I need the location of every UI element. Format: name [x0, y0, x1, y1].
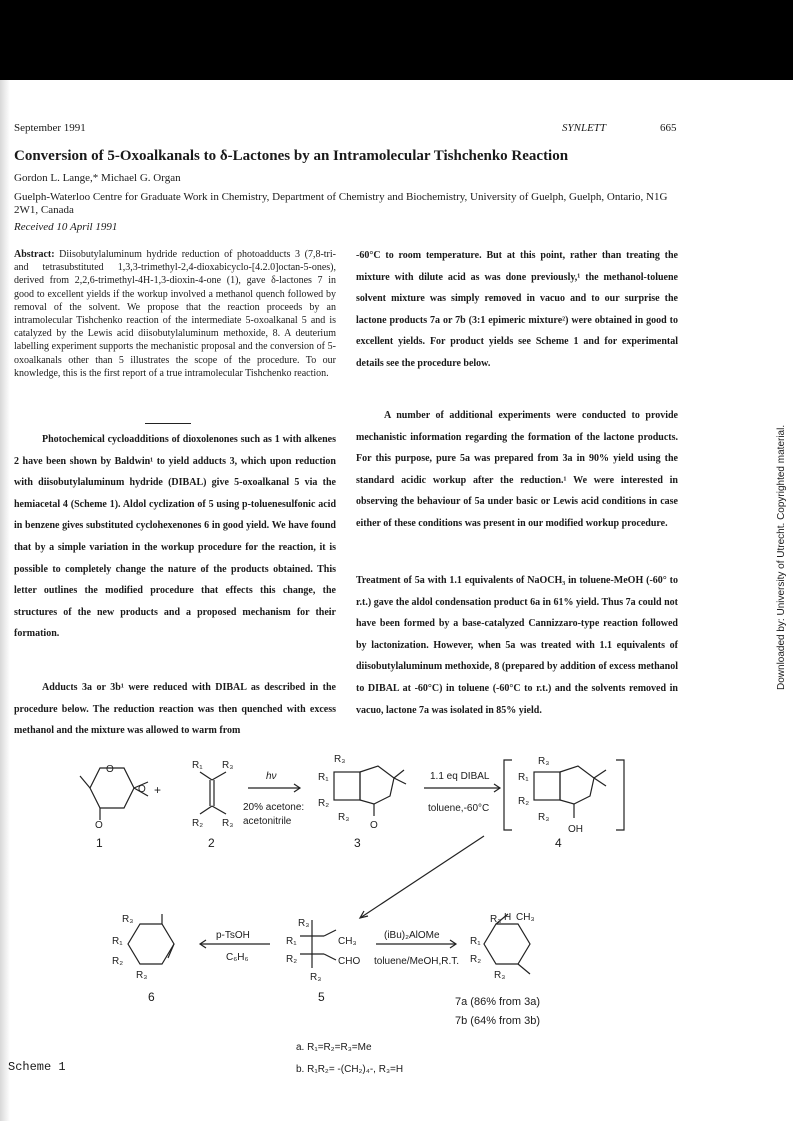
received-date: Received 10 April 1991 — [14, 221, 118, 233]
arrow-2-reagent: 1.1 eq DIBAL — [430, 771, 490, 782]
abstract-text: Diisobutylaluminum hydride reduction of photoadducts 3 (7,8-tri- and tetrasubstituted 1,3,3-trimethyl-2,4-dioxabicyclo-[4.2.0]octan-5-ones), derived from 2,2,6-trimethyl-4H-1,3-dioxin-4-one (1), gave δ-lactones 7 in good to excellent yields if the workup involved a methanol quench followed by removal of the solvent. We propose that the reaction proceeds by an intramolecular Tishchenko reaction of the intermediate 5-oxoalkanal 5 and is catalyzed by the Lewis acid diisobutylaluminum methoxide, 8. A deuterium labelling experiment supports the mechanistic proposal and the conversion of 5-oxoalkanals other than 5 illustrates the scope of the procedure. To our knowledge, this is the first report of a true intramolecular Tishchenko reaction. — [14, 249, 336, 379]
svg-text:R₃: R₃ — [136, 970, 148, 981]
scheme-label: Scheme 1 — [8, 1060, 66, 1074]
compound-label-5: 5 — [318, 990, 325, 1004]
abstract-label: Abstract: — [14, 249, 55, 260]
svg-text:R₂: R₂ — [286, 954, 298, 965]
scan-black-bar — [0, 0, 793, 80]
compound-4-structure — [504, 760, 624, 830]
svg-text:R₃: R₃ — [222, 818, 234, 829]
compound-2-structure — [200, 772, 226, 814]
journal-name: SYNLETT — [562, 122, 607, 134]
affiliation: Guelph-Waterloo Centre for Graduate Work in Chemistry, Department of Chemistry and Biochemistry, University of Guelph, Guelph, Ontario, N1G 2W1, Canada — [14, 191, 668, 216]
compound-label-4: 4 — [555, 836, 562, 850]
svg-text:R₃: R₃ — [122, 914, 134, 925]
arrow-3-solvent: C₆H₆ — [226, 952, 249, 963]
abstract — [14, 248, 336, 380]
svg-text:R₃: R₃ — [222, 760, 234, 771]
svg-text:CH₃: CH₃ — [516, 912, 535, 923]
page-number: 665 — [660, 122, 677, 134]
svg-text:R₃: R₃ — [490, 914, 502, 925]
abstract-divider — [145, 423, 191, 424]
right-paragraph-2: A number of additional experiments were conducted to provide mechanistic information regarding the formation of the lactone products. For this purpose, pure 5a was prepared from 3a in 90% yield using the standard acidic workup after the reduction.¹ We were interested in observing the behaviour of 5a under basic or Lewis acid conditions in case either of these conditions was present in our modified workup procedure. — [356, 410, 678, 529]
arrow-4-conditions: toluene/MeOH,R.T. — [374, 956, 460, 967]
compound-3-structure — [334, 766, 406, 816]
svg-text:R₃: R₃ — [338, 812, 350, 823]
header-date: September 1991 — [14, 122, 86, 134]
left-paragraph-1: Photochemical cycloadditions of dioxolenones such as 1 with alkenes 2 have been shown by Baldwin¹ to yield adducts 3, which upon reduction with diisobutylaluminum hydride (DIBAL) give 5-oxoalkanal 5 via the hemiacetal 4 (Scheme 1). Aldol cyclization of 5 using p-toluenesulfonic acid in benzene gives substituted cyclohexenones 6 in good yield. We have found that by a simple variation in the workup procedure for the reaction, it is possible to completely change the nature of the products obtained. This letter outlines the modified procedure that effects this change, the structures of the new products and a proposed mechanism for their formation. — [14, 434, 336, 640]
arrow-2-conditions: toluene,-60°C — [428, 803, 490, 814]
svg-text:R₂: R₂ — [318, 798, 330, 809]
svg-text:R₃: R₃ — [538, 812, 550, 823]
compound-label-3: 3 — [354, 836, 361, 850]
article-title: Conversion of 5-Oxoalkanals to δ-Lactones by an Intramolecular Tishchenko Reaction — [14, 148, 569, 164]
arrow-to-5 — [360, 836, 484, 918]
arrow-1-solvent-2: acetonitrile — [243, 816, 292, 827]
svg-text:R₁: R₁ — [286, 936, 297, 947]
svg-text:O: O — [370, 820, 378, 831]
compound-6-structure — [128, 914, 174, 964]
svg-text:R₃: R₃ — [538, 756, 550, 767]
svg-text:CH₃: CH₃ — [338, 936, 357, 947]
svg-text:R₂: R₂ — [112, 956, 124, 967]
svg-text:R₁: R₁ — [470, 936, 481, 947]
arrow-3-reagent: p-TsOH — [216, 930, 250, 941]
svg-text:R₃: R₃ — [494, 970, 506, 981]
yield-7a: 7a (86% from 3a) — [455, 996, 540, 1008]
substituent-note-a: a. R₁=R₂=R₃=Me — [296, 1042, 372, 1053]
svg-text:R₂: R₂ — [192, 818, 204, 829]
svg-text:O: O — [95, 820, 103, 831]
svg-text:R₁: R₁ — [192, 760, 203, 771]
svg-text:R₃: R₃ — [334, 754, 346, 765]
compound-label-6: 6 — [148, 990, 155, 1004]
compound-label-2: 2 — [208, 836, 215, 850]
svg-text:R₁: R₁ — [318, 772, 329, 783]
svg-text:+: + — [154, 783, 162, 797]
svg-text:R₁: R₁ — [518, 772, 529, 783]
svg-text:H: H — [504, 912, 512, 923]
compound-label-1: 1 — [96, 836, 103, 850]
authors: Gordon L. Lange,* Michael G. Organ — [14, 172, 181, 184]
svg-text:O: O — [138, 784, 146, 795]
left-paragraph-2: Adducts 3a or 3b¹ were reduced with DIBAL as described in the procedure below. The reduction reaction was then quenched with excess methanol and the mixture was allowed to warm from — [14, 682, 336, 737]
svg-text:R₃: R₃ — [298, 918, 310, 929]
yield-7b: 7b (64% from 3b) — [455, 1015, 540, 1027]
substituent-note-b: b. R₁R₂= -(CH₂)₄-, R₃=H — [296, 1064, 404, 1075]
svg-text:R₁: R₁ — [112, 936, 123, 947]
svg-text:OH: OH — [568, 824, 583, 835]
arrow-1-reagent: hν — [266, 771, 277, 782]
right-paragraph-3: Treatment of 5a with 1.1 equivalents of NaOCH₃ in toluene-MeOH (-60° to r.t.) gave the aldol condensation product 6a in 61% yield. Thus 7a could not have been formed by a base-catalyzed Cannizzaro-type reaction followed by lactonization. However, when 5a was treated with 1.1 equivalents of diisobutylaluminum methoxide, 8 (prepared by addition of excess methanol to DIBAL at -60°C) in toluene (-60°C to r.t.) and the solvents removed in vacuo, lactone 7a was isolated in 85% yield. — [356, 575, 678, 716]
svg-text:O: O — [106, 764, 114, 775]
svg-text:CHO: CHO — [338, 956, 361, 967]
right-paragraph-1: -60°C to room temperature. But at this point, rather than treating the mixture with dilute acid as was done previously,¹ the methanol-toluene solvent mixture was simply removed in vacuo and to our surprise the lactone products 7a or 7b (3:1 epimeric mixture²) were obtained in good to excellent yields. For product yields see Scheme 1 and for experimental details see the procedure below. — [356, 250, 678, 369]
svg-text:R₂: R₂ — [470, 954, 482, 965]
arrow-1-solvent-1: 20% acetone: — [243, 802, 305, 813]
svg-text:R₃: R₃ — [310, 972, 322, 983]
svg-text:R₂: R₂ — [518, 796, 530, 807]
scheme-1-drawing — [0, 748, 760, 1048]
copyright-notice: Downloaded by: University of Utrecht. Copyrighted material. — [776, 424, 787, 690]
arrow-4-reagent: (iBu)₂AlOMe — [384, 930, 440, 941]
